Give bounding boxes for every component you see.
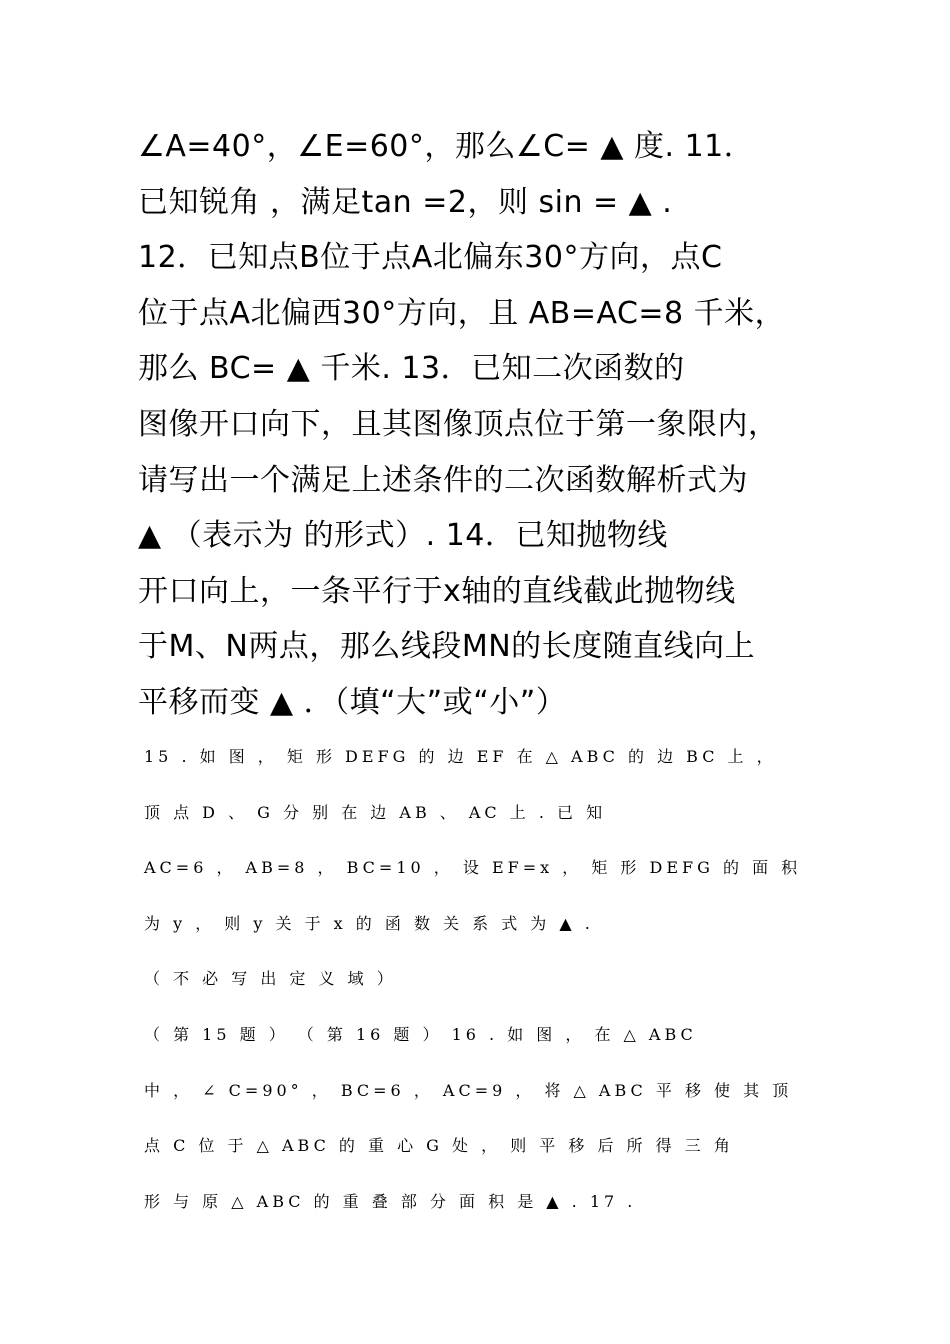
large-text-block xyxy=(138,119,838,731)
text-line: 顶 点 D 、 G 分 别 在 边 AB 、 AC 上 . 已 知 xyxy=(144,802,607,822)
text-line: （ 第 15 题 ） （ 第 16 题 ） 16 . 如 图 ， 在 △ ABC xyxy=(144,1024,697,1044)
text-line: 12．已知点B位于点A北偏东30°方向，点C xyxy=(138,240,723,276)
text-line: 请写出一个满足上述条件的二次函数解析式为 xyxy=(138,462,748,498)
text-line: 那么 BC= ▲ 千米. 13．已知二次函数的 xyxy=(138,351,685,387)
text-line: 平移而变 ▲ ．（填“大”或“小”） xyxy=(138,684,567,720)
text-line: 中 ， ∠ C=90° ， BC=6 ， AC=9 ， 将 △ ABC 平 移 使 其 顶 xyxy=(144,1080,793,1100)
text-line: 点 C 位 于 △ ABC 的 重 心 G 处 ， 则 平 移 后 所 得 三 角 xyxy=(144,1136,734,1156)
text-line: 为 y ， 则 y 关 于 x 的 函 数 关 系 式 为 ▲ . xyxy=(144,913,594,933)
text-line: 图像开口向下，且其图像顶点位于第一象限内， xyxy=(138,406,779,442)
text-line: 15 . 如 图 ， 矩 形 DEFG 的 边 EF 在 △ ABC 的 边 BC 上 ， xyxy=(144,747,777,766)
text-line: 形 与 原 △ ABC 的 重 叠 部 分 面 积 是 ▲ . 17 . xyxy=(144,1191,637,1211)
small-text-block xyxy=(144,729,824,1229)
text-line: 位于点A北偏西30°方向，且 AB=AC=8 千米， xyxy=(138,295,786,331)
text-line: ∠A=40°，∠E=60°，那么∠C= ▲ 度. 11． xyxy=(138,129,755,164)
text-line: 于M、N两点，那么线段MN的长度随直线向上 xyxy=(138,629,756,665)
text-line: AC=6 ， AB=8 ， BC=10 ， 设 EF=x ， 矩 形 DEFG 的 面 积 xyxy=(144,858,802,878)
text-line: 已知锐角 ，满足tan =2，则 sin = ▲ . xyxy=(138,184,673,220)
text-line: 开口向上，一条平行于x轴的直线截此抛物线 xyxy=(138,573,736,609)
text-line: ▲ （表示为 的形式）. 14．已知抛物线 xyxy=(138,518,668,554)
text-line: （ 不 必 写 出 定 义 域 ） xyxy=(144,969,397,989)
